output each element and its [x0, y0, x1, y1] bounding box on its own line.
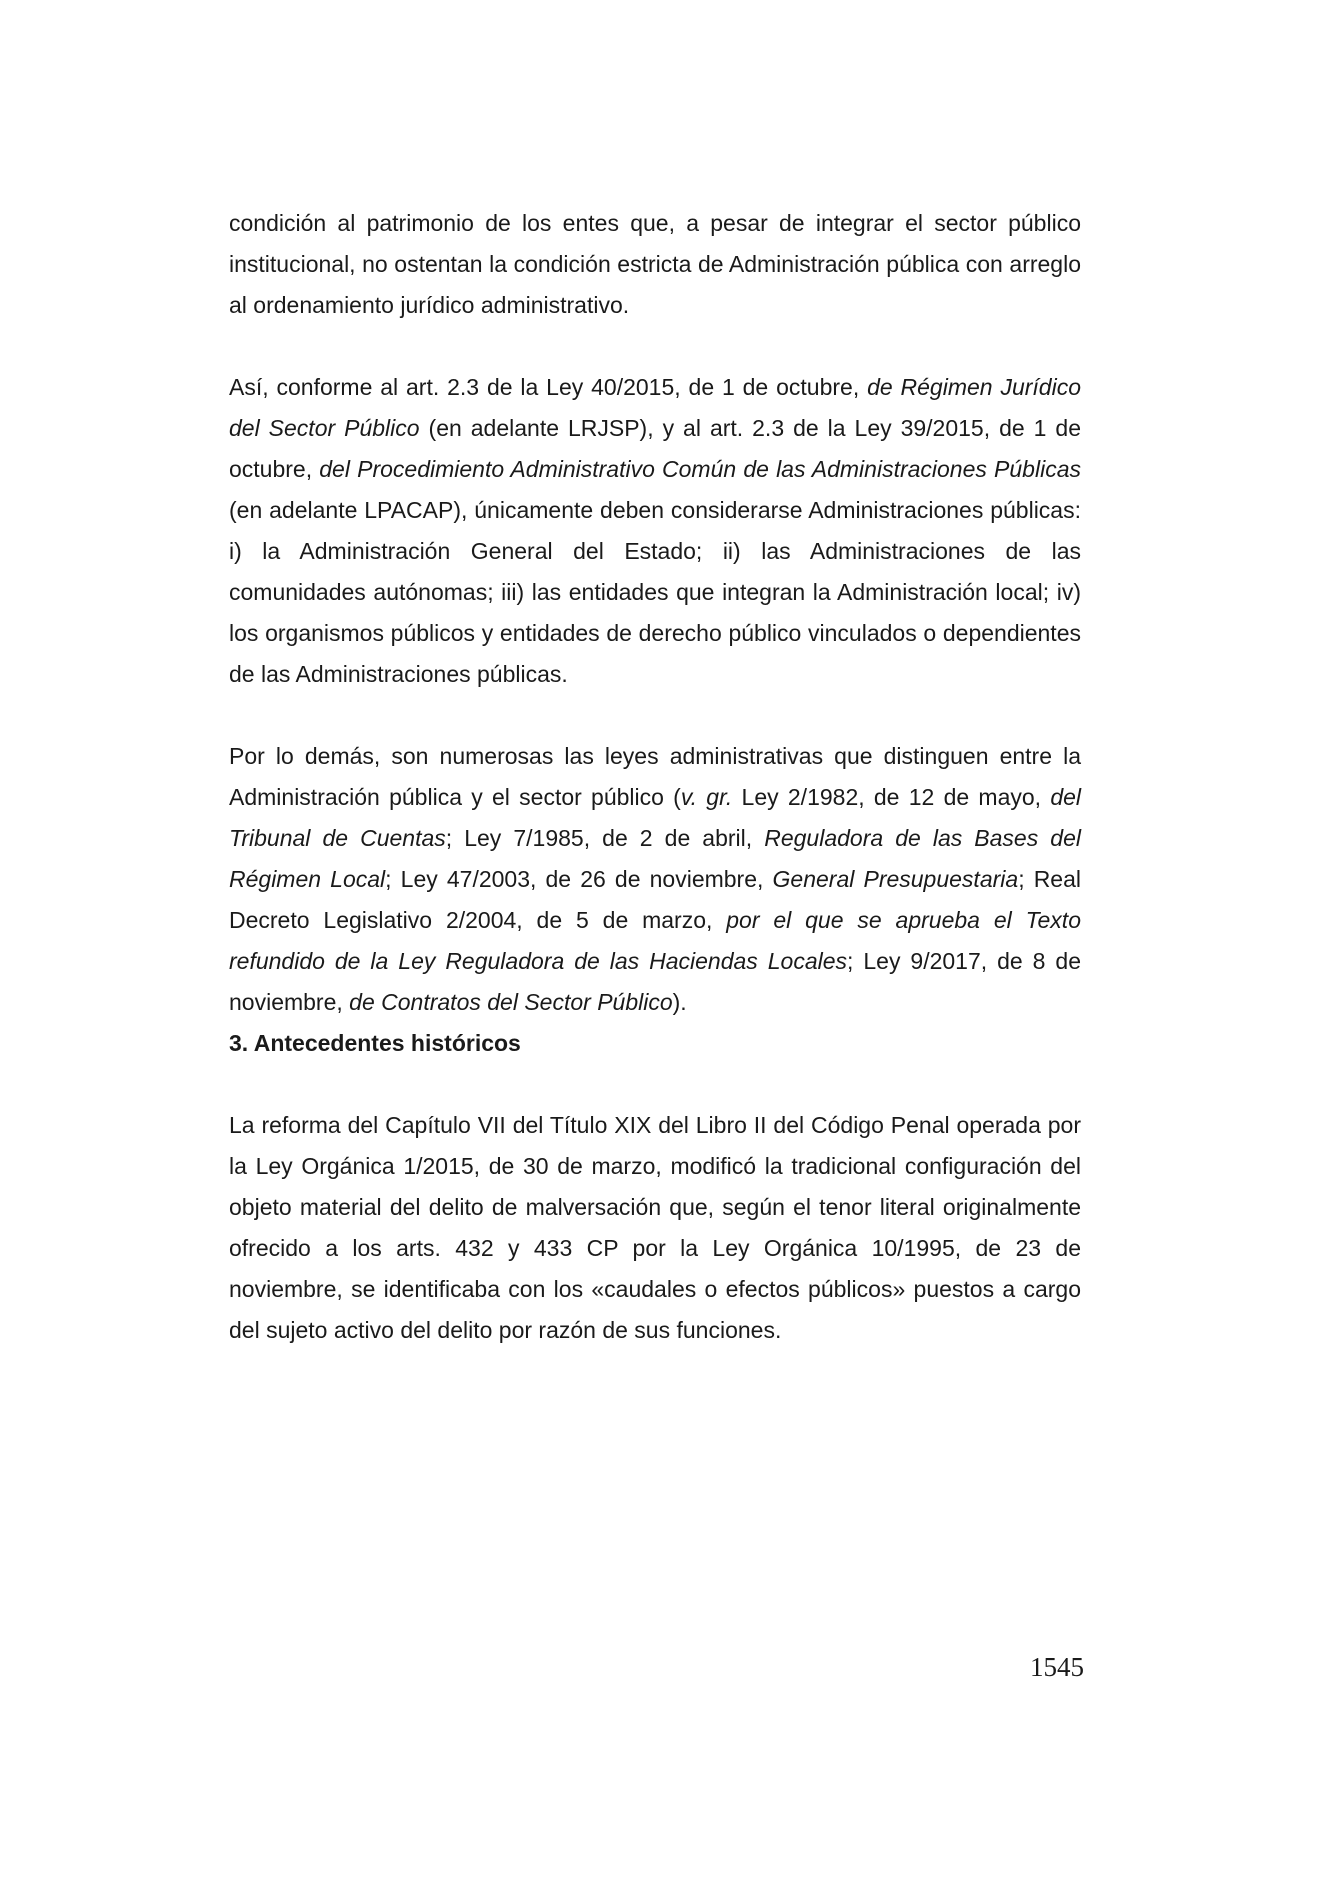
paragraph-3-italic-1: v. gr.	[680, 784, 733, 810]
paragraph-2-text-1: Así, conforme al art. 2.3 de la Ley 40/2015, de 1 de octubre,	[229, 374, 868, 400]
paragraph-2-italic-1: de Régimen Jurídico del Sector Público	[229, 374, 1081, 441]
paragraph-3-italic-4: General Presupuestaria	[772, 866, 1019, 892]
paragraph-2	[229, 367, 1081, 695]
document-page	[229, 203, 1081, 1351]
paragraph-3-italic-6: de Contratos del Sector Público	[349, 989, 673, 1015]
paragraph-3-text-3: ; Ley 7/1985, de 2 de abril,	[445, 825, 765, 851]
paragraph-3-text-5: ; Real Decreto Legislativo 2/2004, de 5 de marzo,	[229, 866, 1082, 933]
paragraph-3-text-6: ; Ley 9/2017, de 8 de noviembre,	[229, 948, 1081, 1015]
paragraph-3-italic-2: del Tribunal de Cuentas	[229, 784, 1082, 851]
page-number: 1545	[1030, 1652, 1084, 1682]
paragraph-3-italic-3: Reguladora de las Bases del Régimen Local	[229, 825, 1081, 892]
paragraph-3-text-1: Por lo demás, son numerosas las leyes administrativas que distinguen entre la Administración pública y el sector público (	[229, 743, 1081, 810]
paragraph-2-text-3: (en adelante LPACAP), únicamente deben considerarse Administraciones públicas: i) la Administración General del Estado; ii) las Administraciones de las comunidades autónomas; iii) las entidades que integran la Administración local; iv) los organismos públicos y entidades de derecho público vinculados o dependientes de las Administraciones públicas.	[229, 497, 1081, 687]
paragraph-3-text-2: Ley 2/1982, de 12 de mayo,	[732, 784, 1051, 810]
paragraph-2-italic-2: del Procedimiento Administrativo Común de las Administraciones Públicas	[319, 456, 1081, 482]
paragraph-3	[229, 736, 1081, 1023]
paragraph-1-text: condición al patrimonio de los entes que, a pesar de integrar el sector público institucional, no ostentan la condición estricta de Administración pública con arreglo al ordenamiento jurídico administrativo.	[229, 210, 1081, 318]
paragraph-4	[229, 1105, 1081, 1351]
paragraph-3-text-7: ).	[672, 989, 687, 1015]
paragraph-3-italic-5: por el que se aprueba el Texto refundido de la Ley Reguladora de las Haciendas Locales	[229, 907, 1081, 974]
paragraph-4-text: La reforma del Capítulo VII del Título XIX del Libro II del Código Penal operada por la Ley Orgánica 1/2015, de 30 de marzo, modificó la tradicional configuración del objeto material del delito de malversación que, según el tenor literal originalmente ofrecido a los arts. 432 y 433 CP por la Ley Orgánica 10/1995, de 23 de noviembre, se identificaba con los «caudales o efectos públicos» puestos a cargo del sujeto activo del delito por razón de sus funciones.	[229, 1112, 1081, 1343]
paragraph-2-text-2: (en adelante LRJSP), y al art. 2.3 de la Ley 39/2015, de 1 de octubre,	[229, 415, 1081, 482]
paragraph-3-text-4: ; Ley 47/2003, de 26 de noviembre,	[385, 866, 773, 892]
paragraph-1	[229, 203, 1081, 326]
section-heading: 3. Antecedentes históricos	[229, 1030, 521, 1056]
